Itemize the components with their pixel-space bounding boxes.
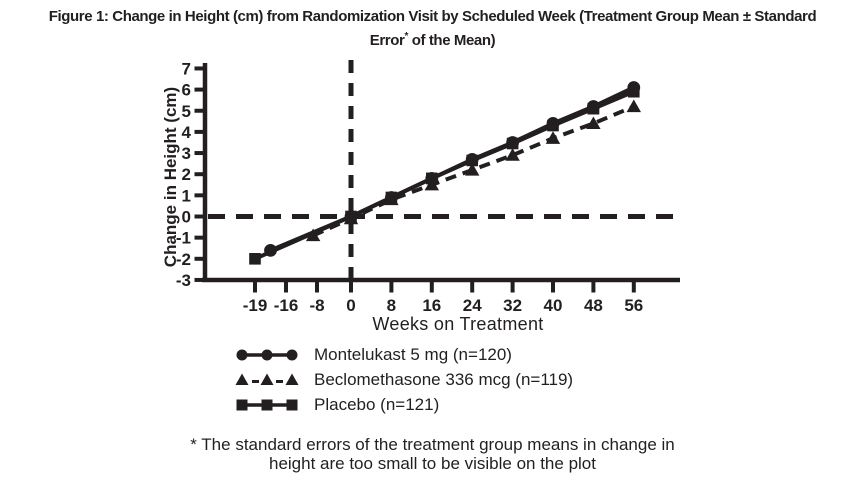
circle-solid-line-swatch [234,345,300,365]
svg-text:8: 8 [386,296,397,315]
legend-label-placebo: Placebo (n=121) [314,395,440,414]
title-asterisk: * [404,31,408,42]
footnote-line2: height are too small to be visible on the plot [269,454,596,473]
svg-text:0: 0 [346,296,356,315]
legend-item-montelukast [234,345,573,365]
svg-text:40: 40 [543,296,563,315]
svg-text:56: 56 [624,296,644,315]
svg-text:-16: -16 [273,296,299,315]
footnote-line1: * The standard errors of the treatment group means in change in [190,435,675,454]
svg-text:5: 5 [181,101,191,121]
figure-title-line2: Error* of the Mean) [369,31,496,49]
standard-error-footnote [0,435,865,473]
svg-text:16: 16 [422,296,442,315]
svg-text:32: 32 [503,296,523,315]
legend-label-beclomethasone: Beclomethasone 336 mcg (n=119) [314,370,574,389]
x-axis-title: Weeks on Treatment [372,314,544,334]
svg-text:4: 4 [181,122,191,142]
figure-title-line1: Figure 1: Change in Height (cm) from Randomization Visit by Scheduled Week (Treatment Group Mean ± Standard [48,8,817,25]
square-solid-line-swatch [234,395,300,415]
svg-text:-1: -1 [175,228,191,248]
svg-text:-3: -3 [175,270,191,290]
svg-text:2: 2 [181,165,191,185]
legend-label-montelukast: Montelukast 5 mg (n=120) [314,345,512,364]
svg-text:0: 0 [181,207,191,227]
svg-text:6: 6 [181,80,191,100]
svg-text:1: 1 [181,186,191,206]
legend-item-beclomethasone [234,370,573,390]
svg-text:-19: -19 [242,296,268,315]
legend-item-placebo [234,395,573,415]
svg-text:3: 3 [181,144,191,164]
triangle-dashed-line-swatch [234,370,300,390]
svg-text:48: 48 [583,296,603,315]
chart-legend [234,345,573,420]
y-axis-title: Change in Height (cm) [161,86,180,268]
svg-text:-2: -2 [175,249,191,269]
svg-text:7: 7 [181,59,191,79]
svg-text:-8: -8 [309,296,325,315]
svg-text:24: 24 [462,296,482,315]
